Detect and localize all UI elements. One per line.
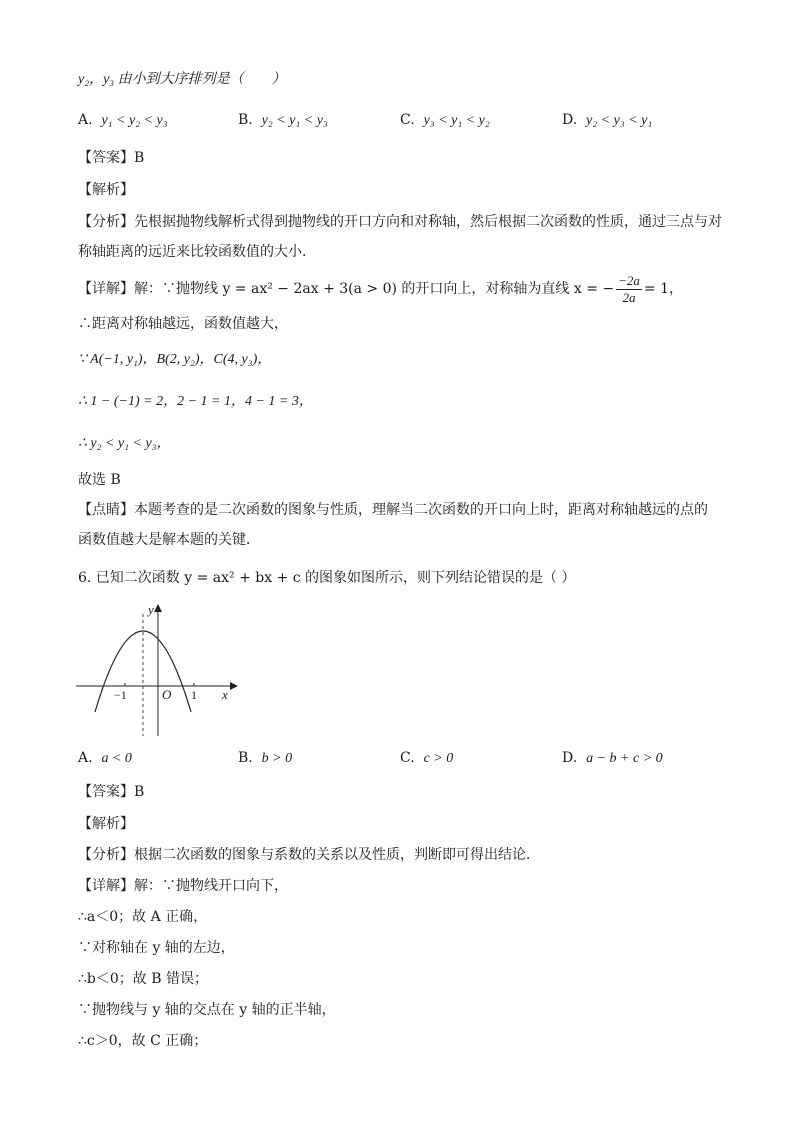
q5-step3: ∴ 1 − (−1) = 2，2 − 1 = 1，4 − 1 = 3， [78,394,313,409]
y-axis-label: y [148,602,154,617]
q6-option-a[interactable]: A. a < 0 [78,750,132,766]
q6-parabola-graph [70,600,240,740]
q5-option-a[interactable]: A. y₁ < y₂ < y₃ [78,112,168,128]
q6-step1: ∴a＜0；故 A 正确， [78,909,208,925]
q6-step3: ∴b＜0；故 B 错误； [78,971,208,987]
x-axis-label: x [222,687,228,702]
q5-analysis-title: 【解析】 [78,182,134,198]
q6-option-b[interactable]: B. b > 0 [238,750,293,766]
q6-fenxi: 【分析】根据二次函数的图象与系数的关系以及性质，判断即可得出结论． [78,847,540,863]
q6-options [78,750,718,770]
q5-option-c[interactable]: C. y₃ < y₁ < y₂ [400,112,490,128]
q6-detail: 【详解】解：∵抛物线开口向下， [78,878,288,894]
q6-answer: 【答案】B [78,784,145,800]
q5-axis-fraction: $\frac{-2a}{2a}$ [618,272,640,305]
q6-stem: 6. 已知二次函数 y = ax² + bx + c 的图象如图所示，则下列结论错误的是（ ） [78,570,576,586]
q5-step1: ∴距离对称轴越远，函数值越大， [78,316,288,332]
q5-step4: ∴ y₂ < y₁ < y₃， [78,436,171,451]
q5-answer: 【答案】B [78,150,145,166]
q5-option-b[interactable]: B. y₂ < y₁ < y₃ [238,112,328,128]
q5-fenxi-line1: 【分析】先根据抛物线解析式得到抛物线的开口方向和对称轴，然后根据二次函数的性质，通过三点与对 [78,214,722,230]
q6-step2: ∵对称轴在 y 轴的左边， [78,940,235,956]
origin-label: O [162,687,172,702]
q5-option-d[interactable]: D. y₂ < y₃ < y₁ [562,112,653,128]
q6-option-c[interactable]: C. c > 0 [400,750,454,766]
q6-analysis-title: 【解析】 [78,816,134,832]
q5-step5: 故选 B [78,472,121,488]
q5-step2: ∵ A(−1, y₁)，B(2, y₂)，C(4, y₃)， [78,352,272,367]
q5-comment-line1: 【点睛】本题考查的是二次函数的图象与性质，理解当二次函数的开口向上时，距离对称轴越远的点的 [78,502,708,518]
q6-step5: ∴c＞0，故 C 正确； [78,1033,208,1049]
q6-step4: ∵抛物线与 y 轴的交点在 y 轴的正半轴， [78,1002,336,1018]
x-axis-arrow-icon [230,682,238,690]
q5-options [78,112,718,132]
q5-stem: y₂，y₃ 由小到大序排列是（ ） [78,72,286,87]
q5-fenxi-line2: 称轴距离的远近来比较函数值的大小． [78,244,316,260]
q6-option-d[interactable]: D. a − b + c > 0 [562,750,663,766]
q5-comment-line2: 函数值越大是解本题的关键． [78,532,260,548]
q5-detail: 【详解】解：∵抛物线 y = ax² − 2ax + 3(a > 0) 的开口向上，对称轴为直线 x = − $\frac{-2a}{2a}$ = 1， [78,272,684,305]
tick-label-neg1: −1 [114,688,127,702]
y-axis-arrow-icon [154,604,162,612]
tick-label-1: 1 [191,688,197,702]
